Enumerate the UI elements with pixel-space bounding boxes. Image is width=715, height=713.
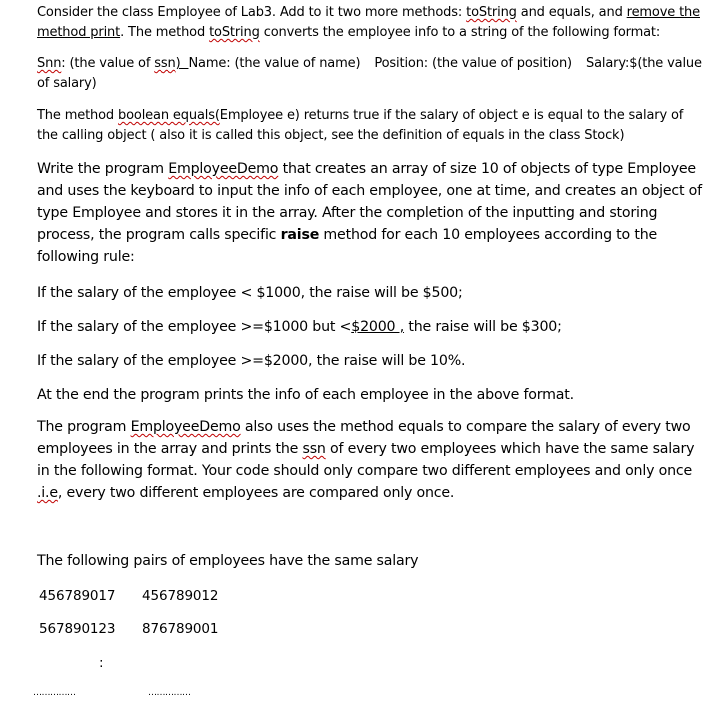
compare-line-4 [37, 482, 454, 505]
print-line [37, 384, 574, 407]
program-line-3 [37, 202, 657, 225]
intro-line-2 [37, 22, 660, 44]
text-run: converts the employee info to a string of the following format: [259, 25, 661, 40]
underlined-amount: $2000 , [351, 319, 405, 335]
employeedemo-word: EmployeeDemo [168, 161, 279, 177]
text-run: . The method [120, 25, 210, 40]
method-print-text: method print [37, 25, 121, 40]
text-run: ) [175, 56, 181, 71]
text-run: employees in the array and prints the [37, 441, 303, 457]
salary-format: Salary:$(the value [585, 56, 702, 71]
boolean-equals-word: boolean equals( [118, 108, 220, 123]
text-run: the raise will be $300; [404, 319, 562, 335]
text-run: Consider the class Employee of Lab3. Add to it two more methods: [37, 5, 467, 20]
position-format: Position: (the value of position) [374, 56, 572, 71]
rule-3 [37, 350, 465, 373]
pair-1-ssn-a: 456789017 [39, 588, 116, 604]
text-run: method for each 10 employees according to the [319, 227, 658, 243]
raise-word: raise [280, 227, 320, 243]
output-heading [37, 550, 418, 573]
compare-line-1 [37, 416, 691, 439]
snn-word: Snn [37, 56, 62, 71]
tostring-word: toString [466, 5, 517, 20]
text-run: , every two different employees are compared only once. [57, 485, 455, 501]
ssn-word: ssn [154, 56, 176, 71]
pair-2-ssn-b: 876789001 [142, 621, 219, 637]
dots-left: …………… [33, 688, 76, 698]
equals-line-2 [37, 125, 624, 147]
program-line-1 [37, 158, 696, 181]
program-line-2 [37, 180, 702, 203]
text-run: following rule: [37, 249, 135, 265]
text-run: in the following format. Your code should only compare two different employees and only once [37, 463, 692, 479]
rule-2 [37, 316, 562, 339]
equals-line-1 [37, 105, 683, 127]
pair-1-ssn-b: 456789012 [142, 588, 219, 604]
continuation-colon: : [99, 655, 104, 671]
text-run: Employee e) returns true if the salary of object e is equal to the salary of [219, 108, 684, 123]
text-run: The following pairs of employees have the same salary [37, 553, 419, 569]
text-run: and uses the keyboard to input the info of each employee, one at time, and creates an object of [37, 183, 702, 199]
text-run: the calling object ( also it is called this object, see the definition of equals in the class Stock) [37, 128, 625, 143]
text-run: If the salary of the employee >=$2000, the raise will be 10%. [37, 353, 466, 369]
name-format: Name: (the value of name) [188, 56, 361, 71]
tostring-word: toString [209, 25, 260, 40]
text-run: that creates an array of size 10 of objects of type Employee [278, 161, 696, 177]
text-run: and equals, and [516, 5, 627, 20]
text-run: Write the program [37, 161, 169, 177]
text-run: If the salary of the employee >=$1000 but < [37, 319, 352, 335]
pair-2-ssn-a: 567890123 [39, 621, 116, 637]
text-run: If the salary of the employee < $1000, the raise will be $500; [37, 285, 463, 301]
compare-line-3 [37, 460, 692, 483]
text-run: At the end the program prints the info of each employee in the above format. [37, 387, 574, 403]
program-line-4 [37, 224, 657, 247]
employeedemo-word: EmployeeDemo [130, 419, 241, 435]
ssn-word: ssn [302, 441, 326, 457]
text-run: of salary) [37, 76, 97, 91]
text-run: type Employee and stores it in the array. After the completion of the inputting and storing [37, 205, 658, 221]
dots-right: …………… [148, 688, 191, 698]
text-run: : (the value of [61, 56, 155, 71]
ie-word: .i.e [37, 485, 58, 501]
rule-1 [37, 282, 463, 305]
text-run: of every two employees which have the same salary [325, 441, 695, 457]
intro-line-1 [37, 2, 700, 24]
format-line-2 [37, 73, 97, 95]
text-run: also uses the method equals to compare the salary of every two [240, 419, 691, 435]
format-line-1 [37, 53, 702, 75]
text-run: The method [37, 108, 118, 123]
text-run: process, the program calls specific [37, 227, 281, 243]
compare-line-2 [37, 438, 694, 461]
program-line-5 [37, 246, 135, 269]
remove-text: remove the [626, 5, 700, 20]
text-run: The program [37, 419, 131, 435]
